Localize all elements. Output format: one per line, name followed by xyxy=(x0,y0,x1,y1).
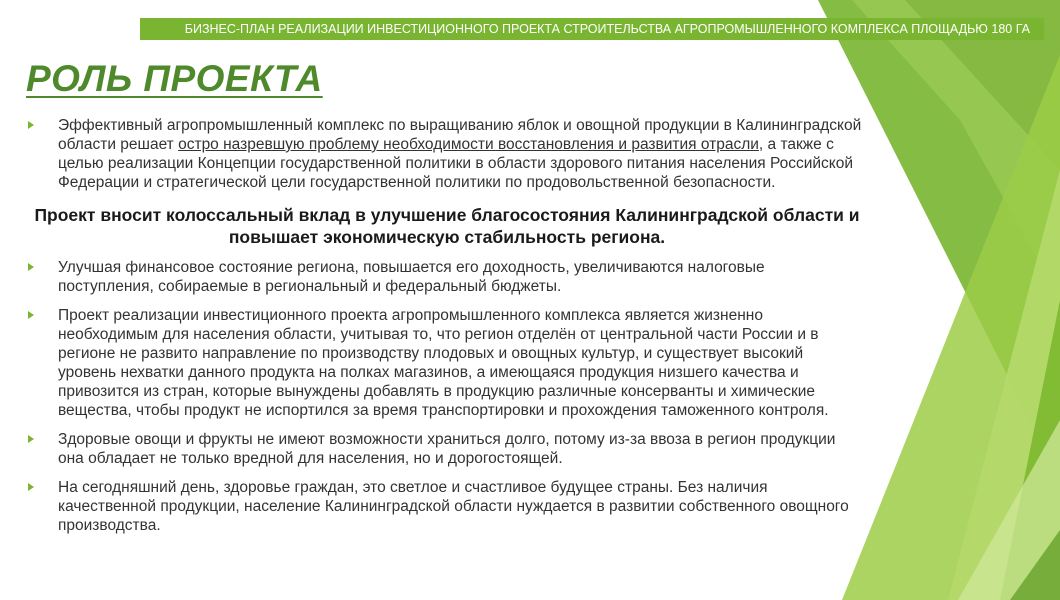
bullet-text-end: , а также с целью реализации Концепции государственной политики в области здорового питания населения Российской Федерации и стратегической цели государственной политики по продовольственной безопасности. xyxy=(58,136,854,191)
document-title-banner: БИЗНЕС-ПЛАН РЕАЛИЗАЦИИ ИНВЕСТИЦИОННОГО ПРОЕКТА СТРОИТЕЛЬСТВА АГРОПРОМЫШЛЕННОГО КОМПЛЕКСА ПЛОЩАДЬЮ 180 ГА xyxy=(140,18,1044,40)
triangle-bullet-icon xyxy=(28,435,34,443)
bullet-text: Здоровые овощи и фрукты не имеют возможности храниться долго, потому из-за ввоза в регион продукции она обладает не только вредной для населения, но и дорогостоящей. xyxy=(58,431,836,467)
bullet-text-start: Эффективный агропромышленный комплекс по выращиванию яблок и овощной продукции в Калининградской области решает xyxy=(58,117,862,153)
bullet-item xyxy=(24,258,864,296)
triangle-bullet-icon xyxy=(28,311,34,319)
slide-content xyxy=(24,116,864,535)
bullet-text: Проект реализации инвестиционного проекта агропромышленного комплекса является жизненно необходимым для населения области, учитывая то, что регион отделён от центральной части России и в регионе не развито направление по производству плодовых и овощных культур, и существует высокий уровень нехватки данного продукта на полках магазинов, а имеющаяся продукция низшего качества и привозится из стран, которые вынуждены добавлять в продукцию различные консерванты и химические вещества, чтобы продукт не испортился за время транспортировки и прохождения таможенного контроля. xyxy=(58,307,829,419)
highlight-statement: Проект вносит колоссальный вклад в улучшение благосостояния Калининградской области и повышает экономическую стабильность региона. xyxy=(34,205,860,247)
triangle-bullet-icon xyxy=(28,483,34,491)
bullet-item xyxy=(24,116,864,192)
bullet-item xyxy=(24,306,864,420)
bullet-text: Улучшая финансовое состояние региона, повышается его доходность, увеличиваются налоговые поступления, собираемые в региональный и федеральный бюджеты. xyxy=(58,259,765,295)
bullet-item xyxy=(24,430,864,468)
underlined-text: остро назревшую проблему необходимости восстановления и развития отрасли xyxy=(178,136,759,153)
bullet-text: На сегодняшний день, здоровье граждан, это светлое и счастливое будущее страны. Без наличия качественной продукции, население Калининградской области нуждается в развитии собственного овощного производства. xyxy=(58,479,849,534)
triangle-bullet-icon xyxy=(28,121,34,129)
triangle-bullet-icon xyxy=(28,263,34,271)
bullet-item xyxy=(24,478,864,535)
slide-title: РОЛЬ ПРОЕКТА xyxy=(26,58,323,99)
